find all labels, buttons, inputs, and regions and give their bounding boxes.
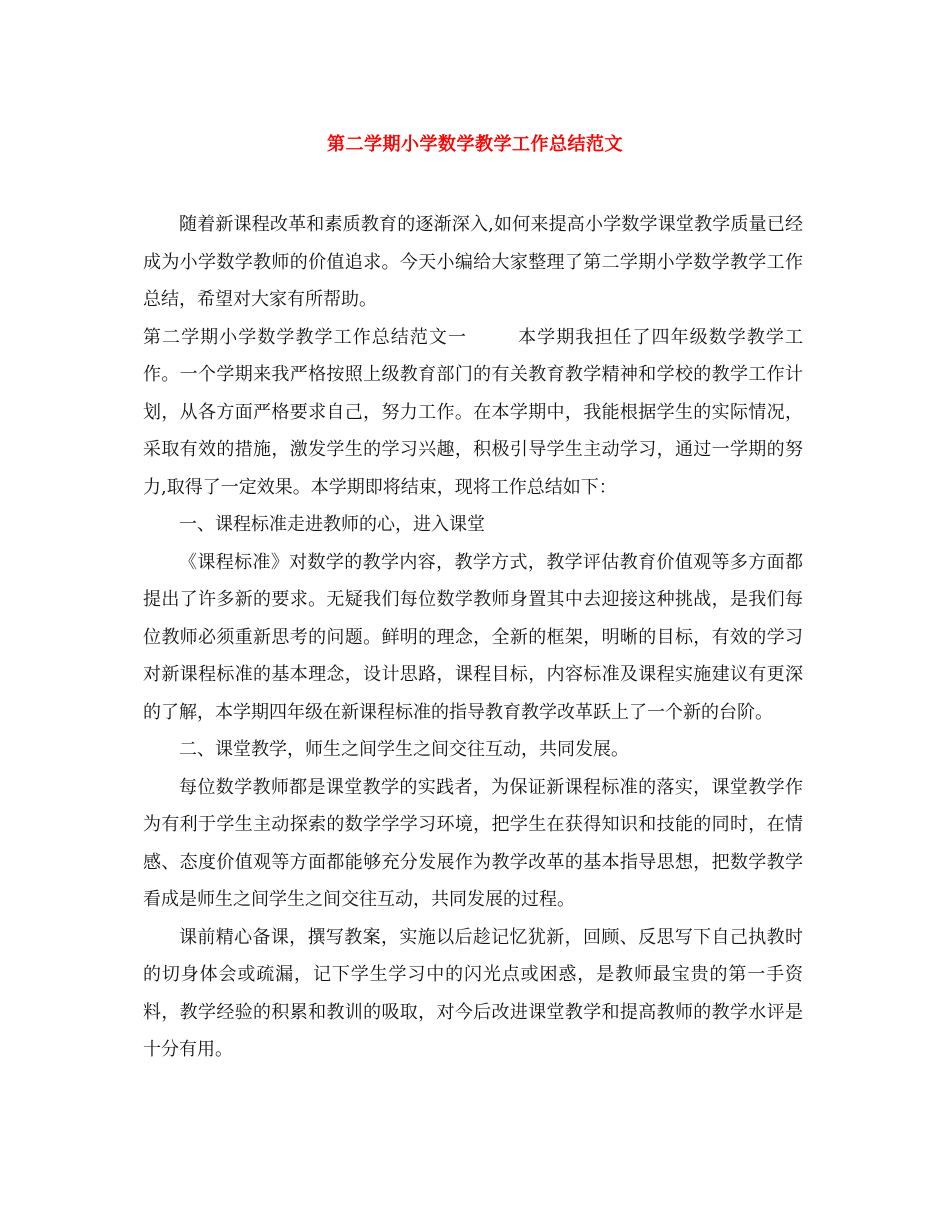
section1-heading: 一、课程标准走进教师的心，进入课堂 <box>179 514 485 535</box>
section2-body: 每位数学教师都是课堂教学的实践者，为保证新课程标准的落实，课堂教学作为有利于学生主动探索的数学学学习环境，把学生在获得知识和技能的同时，在情感、态度价值观等方面都能够充分发展作为教学改革的基本指导思想，把数学教学看成是师生之间学生之间交往互动，共同发展的过程。 <box>143 776 803 910</box>
section2-heading: 二、课堂教学，师生之间学生之间交往互动，共同发展。 <box>179 739 629 760</box>
sample-opening: 本学期我担任了四年级数学教学工作。一个学期来我严格按照上级教育部门的有关教育教学精神和学校的教学工作计划，从各方面严格要求自己，努力工作。在本学期中，我能根据学生的实际情况，采取有效的措施，激发学生的学习兴趣，积极引导学生主动学习，通过一学期的努力,取得了一定效果。本学期即将结束，现将工作总结如下： <box>143 326 803 498</box>
sample-paragraph <box>143 319 803 507</box>
document-title: 第二学期小学数学教学工作总结范文 <box>327 134 623 155</box>
section2-prep: 课前精心备课，撰写教案，实施以后趁记忆犹新，回顾、反思写下自己执教时的切身体会或疏漏，记下学生学习中的闪光点或困惑，是教师最宝贵的第一手资料，教学经验的积累和教训的吸取，对今后改进课堂教学和提高教师的教学水评是十分有用。 <box>143 926 803 1060</box>
sample-heading: 第二学期小学数学教学工作总结范文一 <box>143 326 468 348</box>
intro-paragraph: 随着新课程改革和素质教育的逐渐深入,如何来提高小学数学课堂教学质量已经成为小学数学教师的价值追求。今天小编给大家整理了第二学期小学数学教学工作总结，希望对大家有所帮助。 <box>143 214 803 310</box>
document-body <box>143 206 803 1069</box>
section1-body: 《课程标准》对数学的教学内容，教学方式，教学评估教育价值观等多方面都提出了许多新的要求。无疑我们每位数学教师身置其中去迎接这种挑战，是我们每位教师必须重新思考的问题。鲜明的理念，全新的框架，明晰的目标，有效的学习对新课程标准的基本理念，设计思路，课程目标，内容标准及课程实施建议有更深的了解，本学期四年级在新课程标准的指导教育教学改革跃上了一个新的台阶。 <box>143 551 803 723</box>
